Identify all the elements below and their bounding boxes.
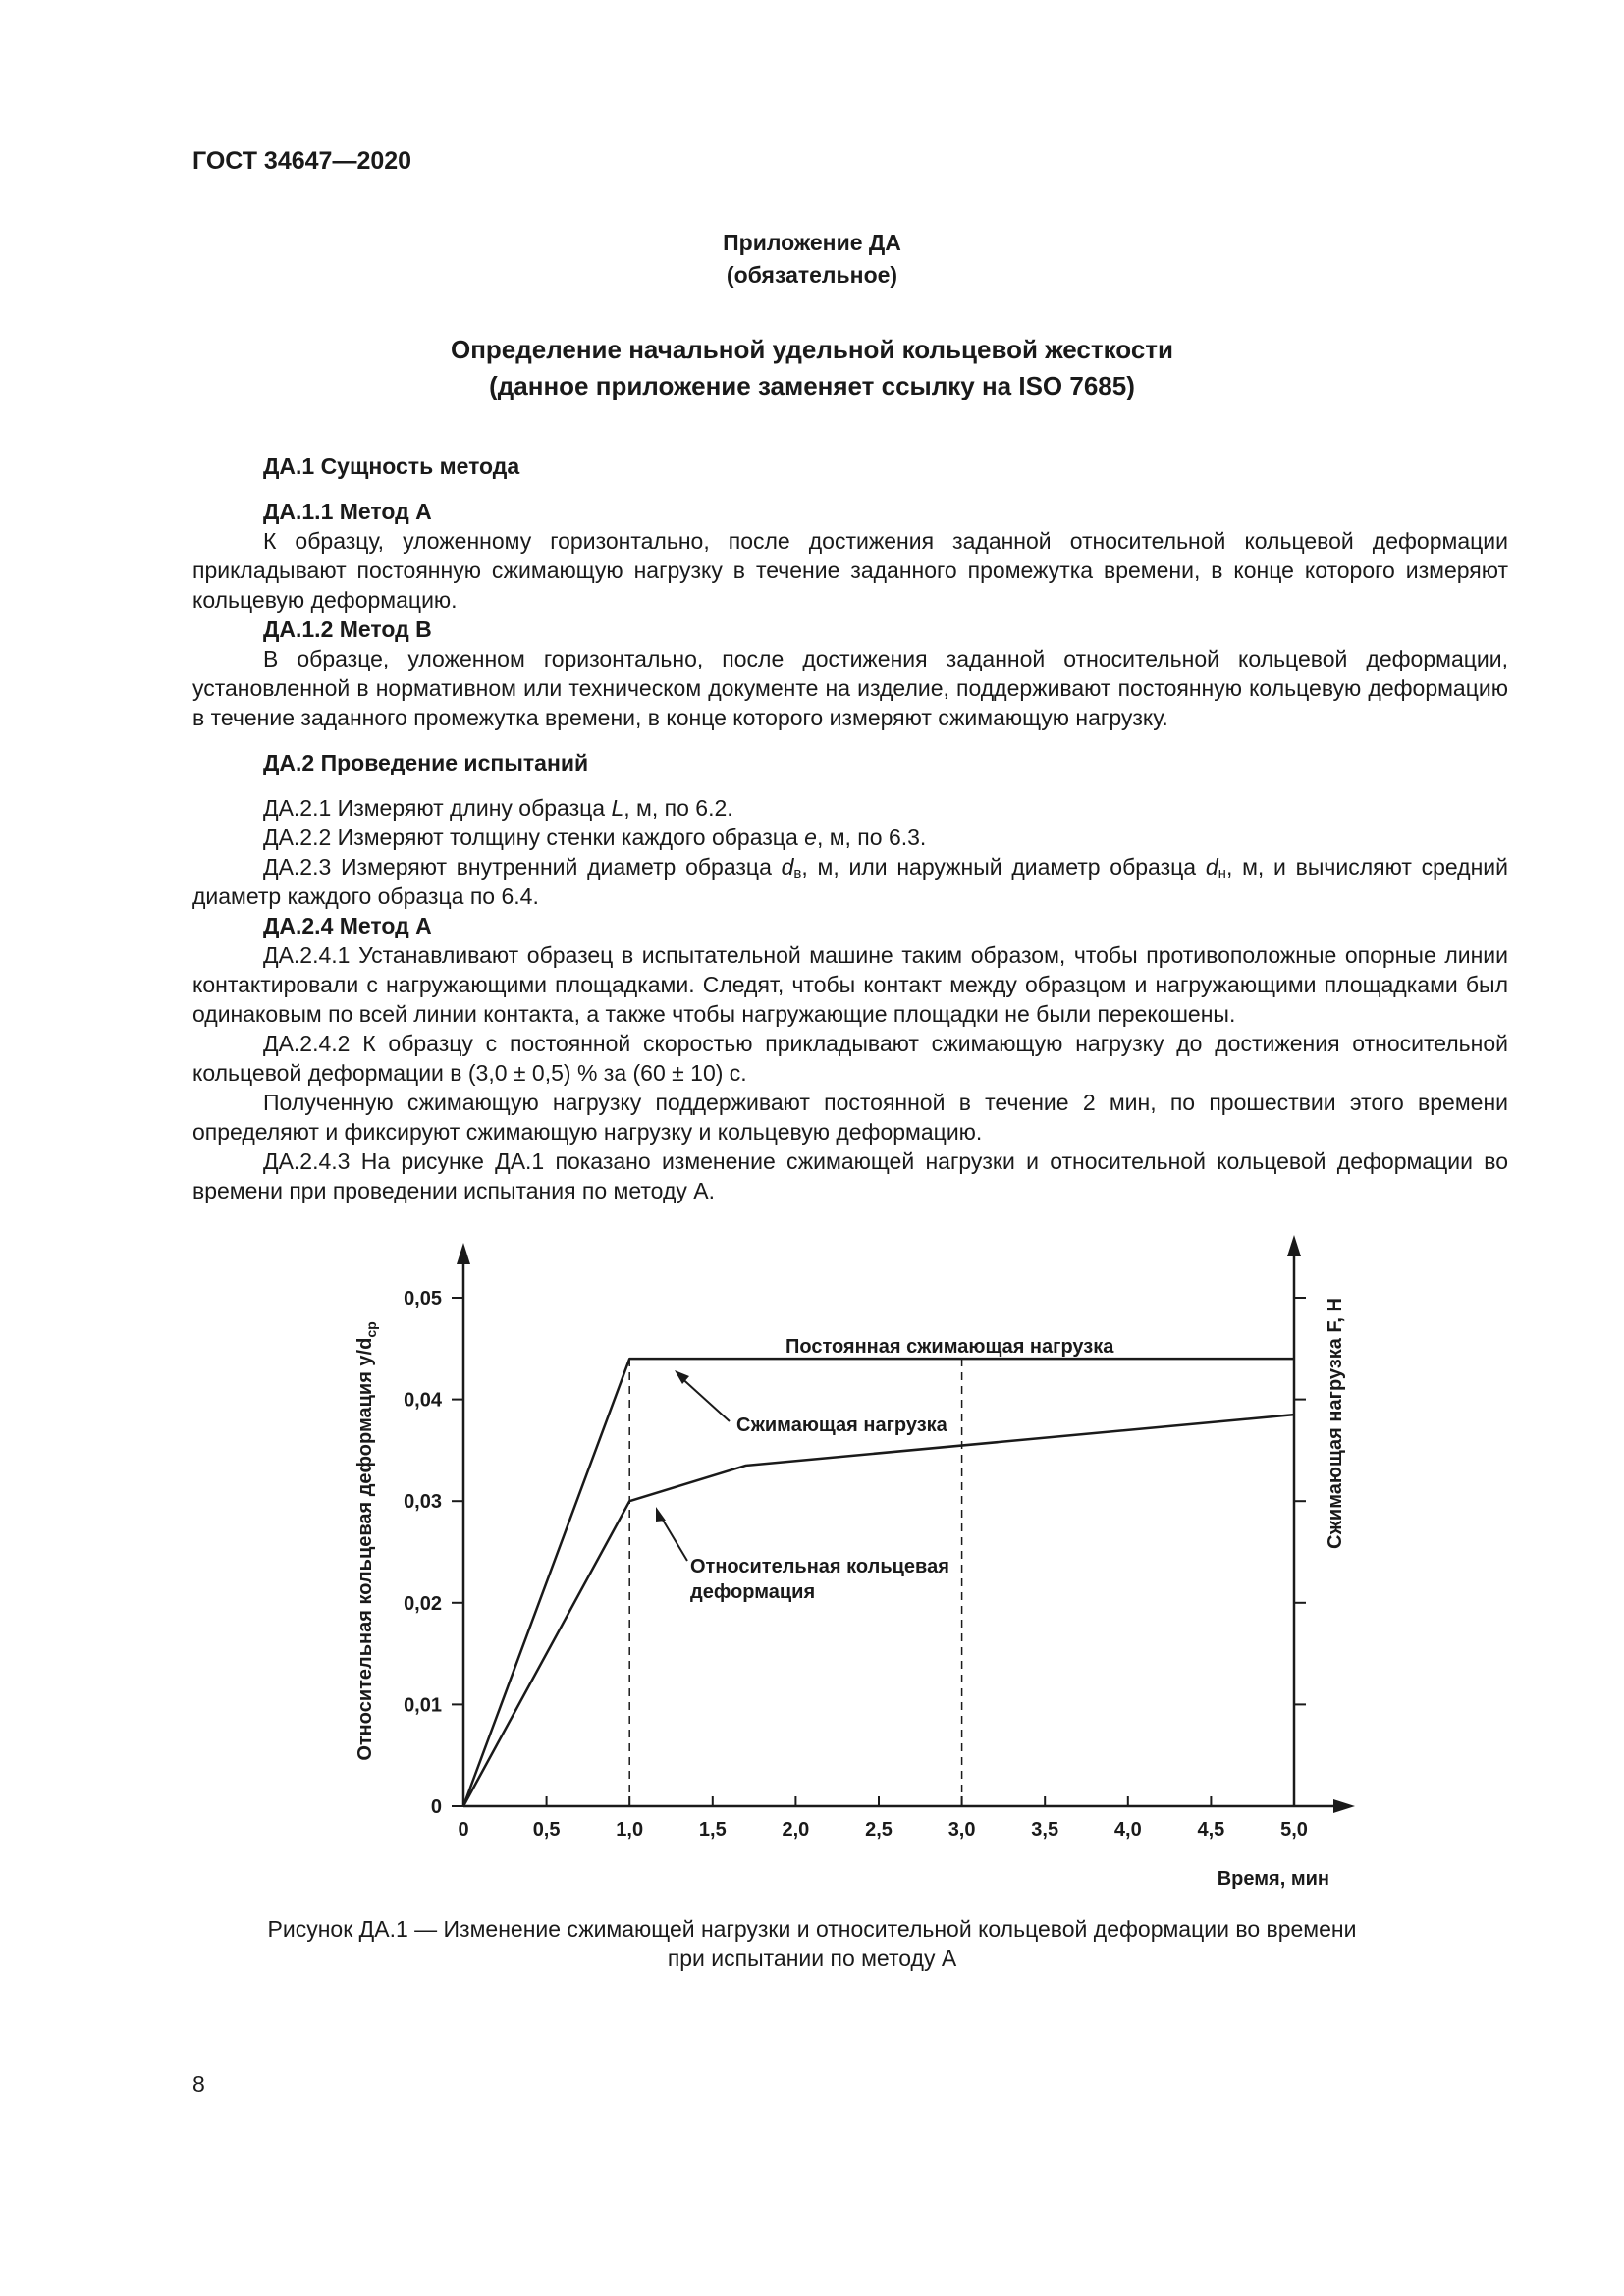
x-tick-label: 2,5 <box>865 1819 893 1841</box>
y-tick-label: 0,04 <box>404 1389 442 1412</box>
section-da21-text: ДА.2.1 Измеряют длину образца L, м, по 6.2. <box>263 795 733 821</box>
y-axis-left-arrow-icon <box>457 1243 470 1264</box>
section-da24-heading: ДА.2.4 Метод А <box>263 913 432 938</box>
y-tick-label: 0,05 <box>404 1288 442 1309</box>
y-tick-label: 0,03 <box>404 1491 442 1514</box>
x-tick-label: 1,0 <box>616 1819 644 1841</box>
annotation-deformation-arrow-icon <box>656 1507 666 1522</box>
section-da242-text: ДА.2.4.2 К образцу с постоянной скоростью прикладывают сжимающую нагрузку до достижения относительной кольцевой деформации в (3,0 ± 0,5) % за (60 ± 10) с. <box>192 1031 1508 1086</box>
appendix-name: Приложение ДА <box>723 230 901 255</box>
appendix-status: (обязательное) <box>726 262 898 288</box>
section-da242b-text: Полученную сжимающую нагрузку поддерживают постоянной в течение 2 мин, по прошествии этого времени определяют и фиксируют сжимающую нагрузку и кольцевую деформацию. <box>192 1090 1508 1145</box>
caption-line-2: при испытании по методу А <box>667 1946 957 1971</box>
document-header: ГОСТ 34647—2020 <box>192 147 412 175</box>
x-axis-arrow-icon <box>1333 1799 1355 1813</box>
y-axis-right-title: Сжимающая нагрузка F, Н <box>1325 1298 1346 1549</box>
appendix-title <box>0 332 1624 404</box>
page-number: 8 <box>192 2071 205 2097</box>
x-tick-label: 5,0 <box>1280 1819 1308 1841</box>
annotation-deformation-line2: деформация <box>690 1581 816 1603</box>
x-tick-label: 0,5 <box>532 1819 561 1841</box>
section-da23-text: ДА.2.3 Измеряют внутренний диаметр образца $d_в$, м, или наружный диаметр образца $d_н$, м, и вычисляют средний диаметр каждого образца по 6.4. <box>192 854 1509 909</box>
annotation-deformation-line1: Относительная кольцевая <box>690 1556 949 1577</box>
title-line-2: (данное приложение заменяет ссылку на ISO 7685) <box>489 371 1135 400</box>
x-axis-title: Время, мин <box>1217 1868 1329 1890</box>
section-da12-text: В образце, уложенном горизонтально, после достижения заданной относительной кольцевой деформации, установленной в нормативном или техническом документе на изделие, поддерживают постоянную кольцевую деформацию в течение заданного промежутка времени, в конце которого измеряют сжимающую нагрузку. <box>192 646 1508 730</box>
annotation-constant-load: Постоянная сжимающая нагрузка <box>785 1336 1114 1358</box>
y-axis-left-title: Относительная кольцевая деформация $y/d_{ср}$ <box>354 1321 379 1761</box>
x-tick-label: 0 <box>458 1819 469 1841</box>
x-tick-label: 2,0 <box>782 1819 810 1841</box>
x-tick-label: 4,0 <box>1113 1819 1142 1841</box>
figure-caption <box>0 1914 1624 1973</box>
y-axis-right-arrow-icon <box>1287 1235 1301 1256</box>
body-text-block <box>192 452 1508 1205</box>
section-da22-text: ДА.2.2 Измеряют толщину стенки каждого образца e, м, по 6.3. <box>263 825 927 850</box>
section-da12-heading: ДА.1.2 Метод В <box>263 616 432 642</box>
section-da1-heading: ДА.1 Сущность метода <box>263 454 520 479</box>
annotation-load: Сжимающая нагрузка <box>736 1415 947 1436</box>
annotation-load-leader <box>677 1374 730 1421</box>
y-tick-label: 0,01 <box>404 1694 442 1717</box>
appendix-heading <box>0 227 1624 292</box>
x-tick-label: 3,5 <box>1031 1819 1059 1841</box>
section-da241-text: ДА.2.4.1 Устанавливают образец в испытательной машине таким образом, чтобы противоположные опорные линии контактировали с нагружающими площадками. Следят, чтобы контакт между образцом и нагружающими площадками был одинаковым по всей линии контакта, а также чтобы нагружающие площадки не были перекошены. <box>192 942 1508 1027</box>
title-line-1: Определение начальной удельной кольцевой жесткости <box>450 335 1174 364</box>
caption-line-1: Рисунок ДА.1 — Изменение сжимающей нагрузки и относительной кольцевой деформации во времени <box>267 1916 1357 1942</box>
section-da11-heading: ДА.1.1 Метод А <box>263 499 432 524</box>
x-tick-label: 1,5 <box>698 1819 727 1841</box>
section-da243-text: ДА.2.4.3 На рисунке ДА.1 показано изменение сжимающей нагрузки и относительной кольцевой деформации во времени при проведении испытания по методу А. <box>192 1148 1508 1203</box>
y-tick-label: 0 <box>430 1796 442 1818</box>
x-tick-label: 4,5 <box>1197 1819 1225 1841</box>
y-tick-label: 0,02 <box>404 1592 442 1615</box>
section-da2-heading: ДА.2 Проведение испытаний <box>263 750 589 775</box>
figure-da1-chart <box>334 1227 1355 1904</box>
x-tick-label: 3,0 <box>947 1819 976 1841</box>
section-da11-text: К образцу, уложенному горизонтально, после достижения заданной относительной кольцевой деформации прикладывают постоянную сжимающую нагрузку в течение заданного промежутка времени, в конце которого измеряют кольцевую деформацию. <box>192 528 1508 613</box>
